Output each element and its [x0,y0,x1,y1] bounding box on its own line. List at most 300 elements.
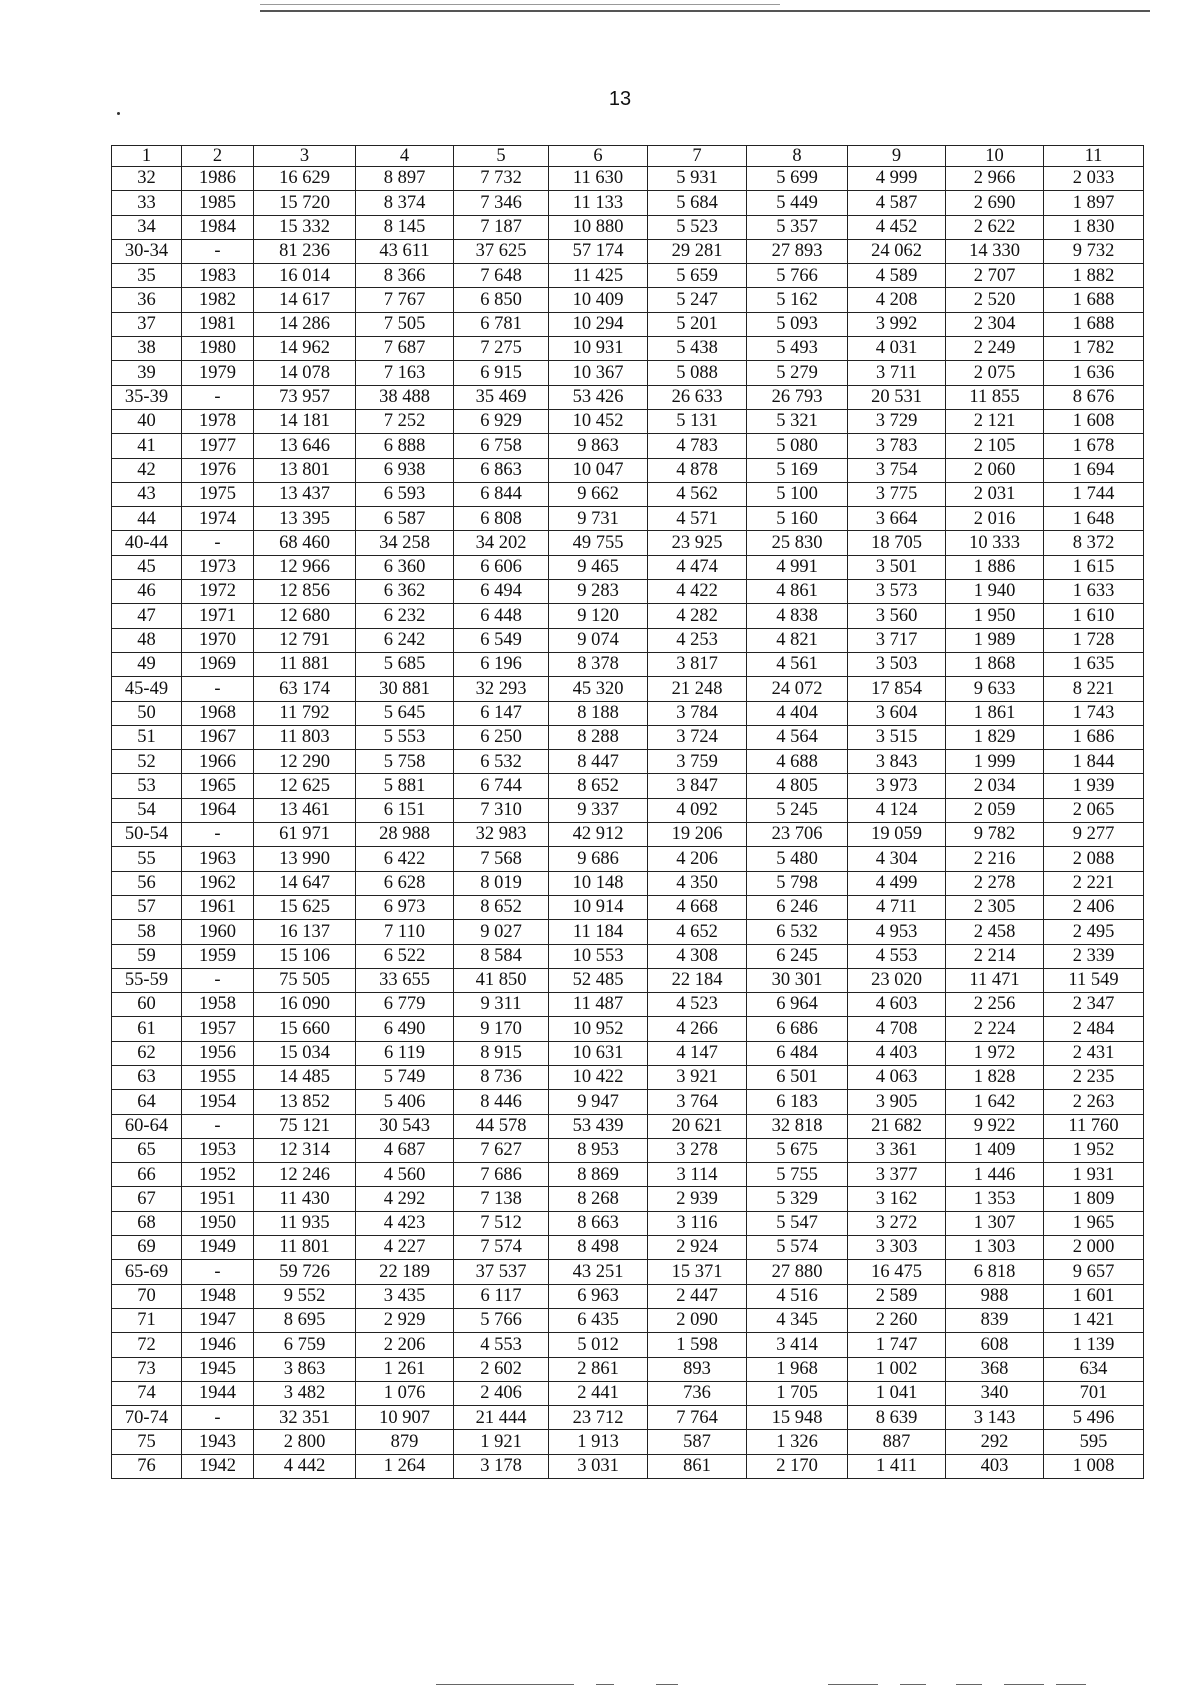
table-cell: 81 236 [254,239,356,263]
table-cell: 34 [112,215,182,239]
table-cell: - [182,385,254,409]
column-header-4: 4 [356,146,454,167]
table-cell: 19 059 [848,823,946,847]
table-cell: 4 147 [648,1041,747,1065]
table-cell: 9 120 [549,604,648,628]
table-cell: 4 878 [648,458,747,482]
table-cell: 893 [648,1357,747,1381]
table-cell: 2 249 [946,337,1044,361]
column-header-6: 6 [549,146,648,167]
table-cell: 12 680 [254,604,356,628]
table-cell: 6 119 [356,1041,454,1065]
table-cell: 6 250 [454,725,549,749]
table-cell: 74 [112,1381,182,1405]
table-cell: 9 633 [946,677,1044,701]
table-cell: 5 766 [747,264,848,288]
table-cell: 1 411 [848,1454,946,1478]
table-cell: 6 818 [946,1260,1044,1284]
table-cell: 4 404 [747,701,848,725]
table-cell: 2 800 [254,1430,356,1454]
table-cell: 8 378 [549,652,648,676]
table-cell: 6 117 [454,1284,549,1308]
table-cell: 3 711 [848,361,946,385]
column-header-11: 11 [1044,146,1144,167]
table-cell: 19 206 [648,823,747,847]
table-cell: 12 625 [254,774,356,798]
table-cell: 6 606 [454,555,549,579]
table-cell: 33 [112,191,182,215]
table-cell: 43 611 [356,239,454,263]
table-cell: 3 377 [848,1163,946,1187]
table-cell: 7 110 [356,920,454,944]
table-cell: 701 [1044,1381,1144,1405]
table-cell: 4 350 [648,871,747,895]
table-cell: 24 062 [848,239,946,263]
table-cell: 1955 [182,1065,254,1089]
table-cell: 1952 [182,1163,254,1187]
table-row [112,604,1144,628]
table-cell: 1 686 [1044,725,1144,749]
table-cell: 839 [946,1308,1044,1332]
table-cell: 1986 [182,167,254,191]
table-cell: 4 668 [648,895,747,919]
table-cell: 4 292 [356,1187,454,1211]
table-cell: 1 950 [946,604,1044,628]
table-cell: 2 304 [946,312,1044,336]
table-cell: 8 374 [356,191,454,215]
column-header-3: 3 [254,146,356,167]
table-cell: 23 706 [747,823,848,847]
table-cell: 53 426 [549,385,648,409]
table-cell: 56 [112,871,182,895]
table-row [112,750,1144,774]
table-cell: 2 861 [549,1357,648,1381]
table-cell: 10 148 [549,871,648,895]
table-cell: 28 988 [356,823,454,847]
table-cell: 59 726 [254,1260,356,1284]
table-row [112,1090,1144,1114]
column-header-2: 2 [182,146,254,167]
table-cell: 8 446 [454,1090,549,1114]
table-cell: - [182,1114,254,1138]
table-cell: 1 307 [946,1211,1044,1235]
table-cell: 1971 [182,604,254,628]
table-cell: 42 [112,458,182,482]
table-cell: 2 065 [1044,798,1144,822]
table-cell: 9 947 [549,1090,648,1114]
table-cell: 5 131 [648,409,747,433]
table-cell: 13 437 [254,482,356,506]
table-cell: 11 803 [254,725,356,749]
table-cell: 60-64 [112,1114,182,1138]
table-cell: - [182,677,254,701]
table-cell: 1 830 [1044,215,1144,239]
table-cell: 15 625 [254,895,356,919]
table-cell: 35 [112,264,182,288]
table-cell: 26 793 [747,385,848,409]
table-cell: 3 303 [848,1236,946,1260]
table-cell: 33 655 [356,968,454,992]
table-cell: 3 717 [848,628,946,652]
table-cell: 1976 [182,458,254,482]
table-cell: 37 537 [454,1260,549,1284]
table-row [112,1406,1144,1430]
table-cell: - [182,1406,254,1430]
table-cell: 7 512 [454,1211,549,1235]
table-cell: 4 560 [356,1163,454,1187]
table-cell: 1 076 [356,1381,454,1405]
table-cell: 1968 [182,701,254,725]
table-cell: 5 406 [356,1090,454,1114]
table-cell: 43 [112,482,182,506]
table-row [112,1260,1144,1284]
table-cell: 38 488 [356,385,454,409]
table-cell: 68 460 [254,531,356,555]
table-cell: 23 925 [648,531,747,555]
table-cell: 11 133 [549,191,648,215]
table-row [112,580,1144,604]
table-cell: 1 952 [1044,1138,1144,1162]
table-cell: 879 [356,1430,454,1454]
table-cell: 4 423 [356,1211,454,1235]
table-cell: 1973 [182,555,254,579]
table-cell: 1954 [182,1090,254,1114]
table-cell: 12 791 [254,628,356,652]
table-row [112,1454,1144,1478]
table-cell: 1979 [182,361,254,385]
table-cell: 4 821 [747,628,848,652]
table-cell: 5 699 [747,167,848,191]
table-cell: 65 [112,1138,182,1162]
table-cell: 887 [848,1430,946,1454]
table-cell: 2 216 [946,847,1044,871]
table-cell: 1 965 [1044,1211,1144,1235]
table-cell: 3 992 [848,312,946,336]
table-cell: 8 695 [254,1308,356,1332]
table-cell: 62 [112,1041,182,1065]
table-cell: 1 642 [946,1090,1044,1114]
table-cell: 14 647 [254,871,356,895]
table-cell: 12 856 [254,580,356,604]
table-cell: 8 366 [356,264,454,288]
table-cell: 10 047 [549,458,648,482]
table-cell: 4 227 [356,1236,454,1260]
table-cell: 4 562 [648,482,747,506]
table-cell: 32 351 [254,1406,356,1430]
table-row [112,312,1144,336]
table-cell: 2 447 [648,1284,747,1308]
table-cell: 2 278 [946,871,1044,895]
table-cell: 11 630 [549,167,648,191]
column-header-1: 1 [112,146,182,167]
table-cell: 8 639 [848,1406,946,1430]
table-cell: 608 [946,1333,1044,1357]
table-cell: 8 498 [549,1236,648,1260]
table-cell: 1957 [182,1017,254,1041]
table-cell: 1 747 [848,1333,946,1357]
table-cell: 6 362 [356,580,454,604]
table-row [112,215,1144,239]
table-cell: 42 912 [549,823,648,847]
table-cell: 18 705 [848,531,946,555]
table-cell: 1977 [182,434,254,458]
table-cell: 2 235 [1044,1065,1144,1089]
table-cell: 1 326 [747,1430,848,1454]
table-cell: 3 573 [848,580,946,604]
table-cell: 20 621 [648,1114,747,1138]
table-cell: 8 288 [549,725,648,749]
table-cell: 13 461 [254,798,356,822]
table-cell: 1 931 [1044,1163,1144,1187]
table-row [112,1211,1144,1235]
table-cell: 30 301 [747,968,848,992]
table-cell: 5 357 [747,215,848,239]
table-cell: 5 162 [747,288,848,312]
table-cell: 6 744 [454,774,549,798]
table-cell: 6 532 [454,750,549,774]
table-cell: 6 915 [454,361,549,385]
table-row [112,725,1144,749]
table-cell: 1 421 [1044,1308,1144,1332]
table-cell: 5 160 [747,507,848,531]
table-cell: 8 736 [454,1065,549,1089]
table-cell: 1975 [182,482,254,506]
table-cell: 4 603 [848,993,946,1017]
table-cell: 6 593 [356,482,454,506]
table-row [112,628,1144,652]
table-cell: 1983 [182,264,254,288]
table-cell: 12 290 [254,750,356,774]
table-cell: 7 252 [356,409,454,433]
table-cell: 5 755 [747,1163,848,1187]
table-cell: 6 435 [549,1308,648,1332]
table-cell: 5 245 [747,798,848,822]
table-cell: 6 196 [454,652,549,676]
table-cell: 1 409 [946,1138,1044,1162]
table-cell: 20 531 [848,385,946,409]
table-cell: 1 744 [1044,482,1144,506]
table-cell: 6 779 [356,993,454,1017]
table-cell: 1 678 [1044,434,1144,458]
table-cell: 3 114 [648,1163,747,1187]
table-cell: 5 675 [747,1138,848,1162]
table-cell: 4 708 [848,1017,946,1041]
table-cell: 7 574 [454,1236,549,1260]
table-cell: 6 549 [454,628,549,652]
table-cell: 46 [112,580,182,604]
table-cell: 6 973 [356,895,454,919]
table-cell: 4 266 [648,1017,747,1041]
table-cell: 40 [112,409,182,433]
table-cell: 70-74 [112,1406,182,1430]
table-cell: 8 915 [454,1041,549,1065]
table-cell: 1 636 [1044,361,1144,385]
table-header-row [112,146,1144,167]
table-cell: 1 940 [946,580,1044,604]
table-cell: 2 406 [1044,895,1144,919]
table-row [112,1333,1144,1357]
table-cell: 6 963 [549,1284,648,1308]
table-cell: 2 924 [648,1236,747,1260]
table-cell: 1 303 [946,1236,1044,1260]
table-cell: 2 589 [848,1284,946,1308]
table-cell: 14 181 [254,409,356,433]
table-cell: 1965 [182,774,254,798]
table-cell: 34 202 [454,531,549,555]
table-cell: 68 [112,1211,182,1235]
table-cell: 5 881 [356,774,454,798]
table-cell: 2 520 [946,288,1044,312]
table-cell: 4 553 [454,1333,549,1357]
table-cell: 12 314 [254,1138,356,1162]
table-cell: 41 850 [454,968,549,992]
table-row [112,288,1144,312]
table-cell: 2 929 [356,1308,454,1332]
table-row [112,434,1144,458]
table-row [112,531,1144,555]
table-row [112,1187,1144,1211]
age-year-data-table [111,145,1144,1479]
table-cell: 58 [112,920,182,944]
table-cell: 13 852 [254,1090,356,1114]
table-cell: 53 439 [549,1114,648,1138]
table-cell: 5 438 [648,337,747,361]
table-cell: 1972 [182,580,254,604]
table-cell: 1 886 [946,555,1044,579]
table-cell: 3 843 [848,750,946,774]
table-cell: 7 163 [356,361,454,385]
table-cell: 5 496 [1044,1406,1144,1430]
table-cell: 1 897 [1044,191,1144,215]
table-cell: 27 880 [747,1260,848,1284]
table-cell: 49 755 [549,531,648,555]
table-cell: 3 278 [648,1138,747,1162]
table-cell: 32 818 [747,1114,848,1138]
table-cell: 11 549 [1044,968,1144,992]
table-cell: 6 245 [747,944,848,968]
table-cell: 7 568 [454,847,549,871]
table-cell: 1969 [182,652,254,676]
table-cell: 6 844 [454,482,549,506]
table-cell: 6 422 [356,847,454,871]
table-cell: 5 758 [356,750,454,774]
table-cell: 2 224 [946,1017,1044,1041]
table-cell: 5 553 [356,725,454,749]
table-cell: 7 310 [454,798,549,822]
table-cell: 45 [112,555,182,579]
table-row [112,191,1144,215]
table-cell: 8 676 [1044,385,1144,409]
table-cell: 4 711 [848,895,946,919]
table-cell: 43 251 [549,1260,648,1284]
top-scan-line [260,10,1150,12]
table-cell: 3 560 [848,604,946,628]
table-cell: 11 184 [549,920,648,944]
table-cell: 1942 [182,1454,254,1478]
table-cell: 6 758 [454,434,549,458]
table-cell: 10 631 [549,1041,648,1065]
table-cell: 1 972 [946,1041,1044,1065]
table-cell: 7 138 [454,1187,549,1211]
table-cell: 8 019 [454,871,549,895]
table-cell: 1 968 [747,1357,848,1381]
table-cell: 1960 [182,920,254,944]
table-cell: - [182,823,254,847]
table-cell: 1 694 [1044,458,1144,482]
table-cell: 3 863 [254,1357,356,1381]
table-cell: 4 571 [648,507,747,531]
table-cell: 1 615 [1044,555,1144,579]
table-row [112,652,1144,676]
table-cell: 4 783 [648,434,747,458]
table-cell: 10 880 [549,215,648,239]
table-cell: 7 275 [454,337,549,361]
table-cell: 2 088 [1044,847,1144,871]
table-cell: 59 [112,944,182,968]
table-row [112,944,1144,968]
table-cell: 1 913 [549,1430,648,1454]
table-cell: 1 989 [946,628,1044,652]
table-cell: 57 [112,895,182,919]
table-cell: 1 008 [1044,1454,1144,1478]
table-cell: 16 629 [254,167,356,191]
table-cell: 2 441 [549,1381,648,1405]
table-cell: 2 260 [848,1308,946,1332]
table-cell: 64 [112,1090,182,1114]
table-cell: 4 688 [747,750,848,774]
table-cell: 13 395 [254,507,356,531]
table-cell: 11 935 [254,1211,356,1235]
table-cell: - [182,239,254,263]
table-cell: 5 749 [356,1065,454,1089]
table-cell: 4 474 [648,555,747,579]
table-cell: 5 080 [747,434,848,458]
table-cell: 7 505 [356,312,454,336]
table-row [112,1381,1144,1405]
table-cell: 3 143 [946,1406,1044,1430]
table-row [112,677,1144,701]
table-cell: 57 174 [549,239,648,263]
table-cell: 10 294 [549,312,648,336]
table-row [112,458,1144,482]
table-cell: 65-69 [112,1260,182,1284]
table-cell: 3 764 [648,1090,747,1114]
table-cell: 7 732 [454,167,549,191]
table-cell: 2 031 [946,482,1044,506]
table-cell: - [182,531,254,555]
table-row [112,1308,1144,1332]
table-cell: 6 587 [356,507,454,531]
table-cell: 15 720 [254,191,356,215]
table-cell: 1 139 [1044,1333,1144,1357]
table-cell: 8 869 [549,1163,648,1187]
table-cell: 4 308 [648,944,747,968]
table-cell: 368 [946,1357,1044,1381]
table-cell: 1 598 [648,1333,747,1357]
table-cell: 9 283 [549,580,648,604]
table-cell: 1 809 [1044,1187,1144,1211]
table-cell: 6 494 [454,580,549,604]
table-cell: 4 861 [747,580,848,604]
table-cell: 1967 [182,725,254,749]
table-cell: 1984 [182,215,254,239]
table-row [112,1357,1144,1381]
table-cell: 10 914 [549,895,648,919]
table-cell: 67 [112,1187,182,1211]
table-cell: 6 246 [747,895,848,919]
table-cell: 988 [946,1284,1044,1308]
table-cell: 2 495 [1044,920,1144,944]
